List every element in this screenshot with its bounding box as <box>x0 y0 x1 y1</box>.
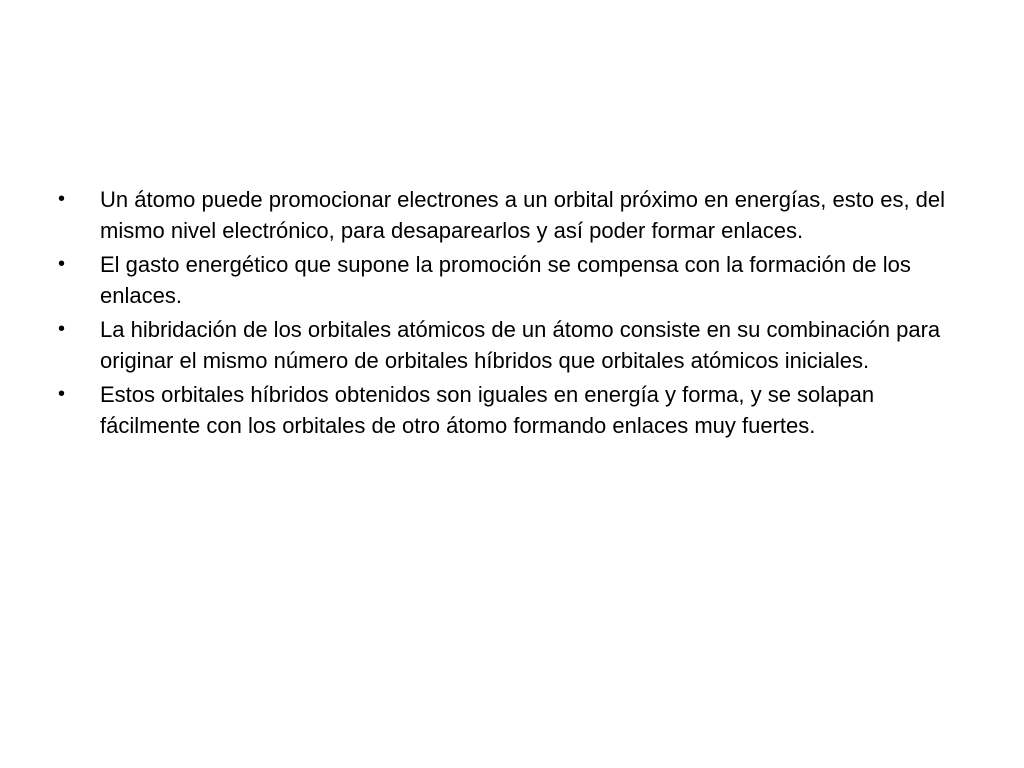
bullet-item <box>56 379 976 441</box>
bullet-item <box>56 314 976 376</box>
bullet-text: El gasto energético que supone la promoción se compensa con la formación de los enlaces. <box>100 252 911 308</box>
bullet-text: Un átomo puede promocionar electrones a un orbital próximo en energías, esto es, del mismo nivel electrónico, para desaparearlos y así poder formar enlaces. <box>100 187 946 243</box>
bullet-text: La hibridación de los orbitales atómicos de un átomo consiste en su combinación para originar el mismo número de orbitales híbridos que orbitales atómicos iniciales. <box>100 317 941 373</box>
bullet-list <box>56 184 976 444</box>
bullet-item <box>56 184 976 246</box>
bullet-icon: • <box>58 188 66 210</box>
bullet-icon: • <box>58 383 66 405</box>
bullet-text: Estos orbitales híbridos obtenidos son iguales en energía y forma, y se solapan fácilmente con los orbitales de otro átomo formando enlaces muy fuertes. <box>100 382 875 438</box>
bullet-icon: • <box>58 253 66 275</box>
bullet-icon: • <box>58 318 66 340</box>
bullet-item <box>56 249 976 311</box>
